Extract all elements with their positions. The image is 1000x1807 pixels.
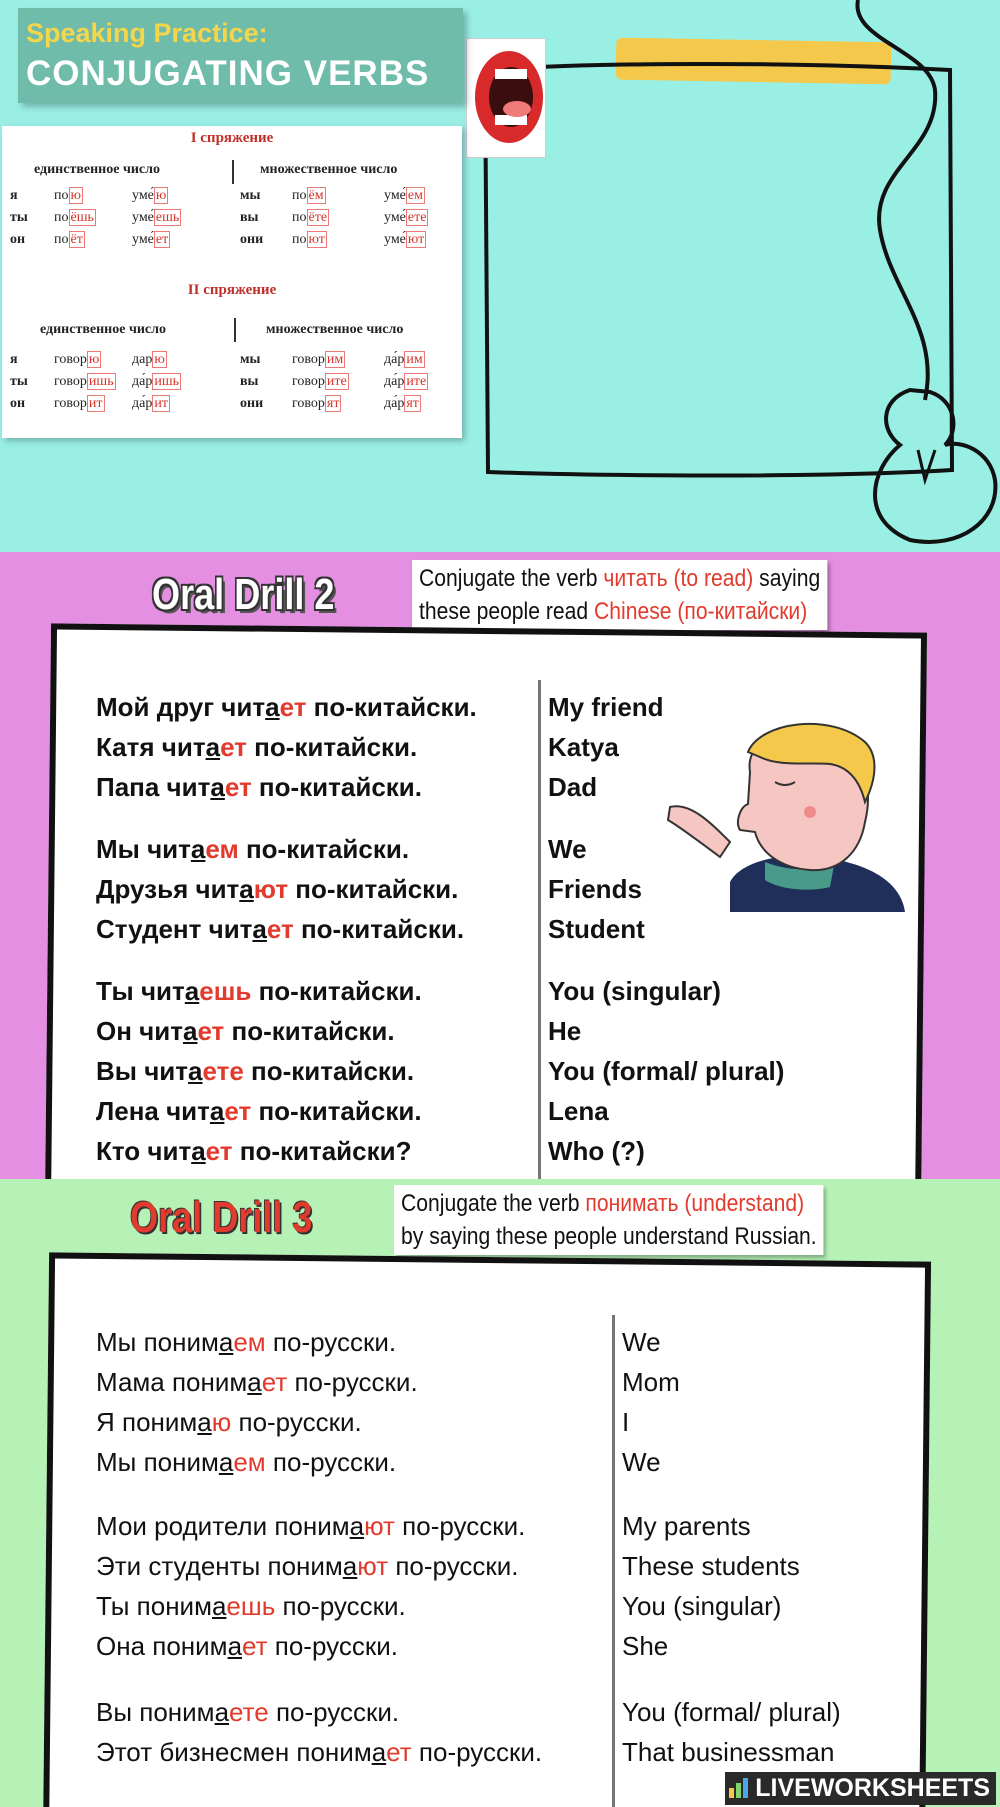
conj-form <box>292 210 329 226</box>
stress-vowel: а <box>191 1136 206 1166</box>
verb-ending: ют <box>364 1511 395 1541</box>
conj-form <box>54 374 116 390</box>
sentence-stem: Она поним <box>96 1631 228 1661</box>
conj-stem: по <box>54 232 69 247</box>
conj-ending: ю <box>154 352 165 367</box>
stress-vowel: а <box>349 1511 365 1541</box>
drill-translation: I <box>622 1407 630 1437</box>
verb-ending: ем <box>205 834 239 864</box>
sentence-rest: по-китайски. <box>224 1016 395 1046</box>
conj-ending: им <box>326 352 344 367</box>
drill-translation: Mom <box>622 1367 680 1397</box>
conj-form <box>132 374 181 390</box>
conj-form <box>384 374 428 390</box>
stress-vowel: а <box>182 1016 198 1046</box>
stress-vowel: а <box>265 692 280 722</box>
conj-stem: по <box>292 188 307 203</box>
verb-ending: ют <box>357 1551 389 1581</box>
sentence-stem: Мои родители поним <box>96 1511 350 1541</box>
stress-vowel: а <box>197 1407 212 1437</box>
conj-ending: ете <box>407 210 427 225</box>
sentence-rest: по-китайски. <box>238 834 410 864</box>
drill-sentence <box>96 772 422 803</box>
conj-ending: ем <box>407 188 423 203</box>
sentence-rest: по-русски. <box>268 1697 400 1727</box>
verb-ending: ет <box>224 772 252 802</box>
conj1-singular-header: единственное число <box>34 162 160 177</box>
conj-pronoun: вы <box>240 210 259 225</box>
conj-stem: говор <box>292 396 325 411</box>
drill2-instr-verb: читать (to read) <box>603 565 754 592</box>
conj-stem: да́р <box>384 396 405 411</box>
verb-ending: ю <box>211 1407 232 1437</box>
drill-translation: You (singular) <box>622 1591 782 1621</box>
lesson-title: CONJUGATING VERBS <box>26 54 430 93</box>
conj-ending: ют <box>308 232 325 247</box>
conj-ending: ют <box>407 232 425 247</box>
sentence-stem: Лена чит <box>96 1096 210 1126</box>
drill2-instr-a: Conjugate the verb <box>419 565 604 592</box>
sentence-stem: Студент чит <box>96 914 253 944</box>
drill-translation: Friends <box>548 874 642 904</box>
verb-ending: ем <box>233 1327 266 1357</box>
sentence-stem: Он чит <box>96 1016 183 1046</box>
verb-ending: ет <box>220 732 247 762</box>
conj-form <box>132 188 168 204</box>
sentence-rest: по-китайски. <box>246 732 418 762</box>
conj-ending: ите <box>406 374 427 389</box>
conj2-singular-header: единственное число <box>40 322 166 337</box>
drill-sentence <box>96 1737 542 1768</box>
conj-form <box>292 232 327 248</box>
sentence-rest: по-китайски. <box>251 1096 422 1126</box>
conj-stem: по <box>292 232 307 247</box>
drill3-instr-c: by saying these people understand Russian. <box>401 1223 817 1250</box>
stress-vowel: а <box>239 874 254 904</box>
drill-sentence <box>96 1407 362 1438</box>
conj-ending: ю <box>88 352 100 367</box>
sentence-stem: Катя чит <box>96 732 206 762</box>
conj-stem: да́р <box>132 374 153 389</box>
verb-ending: ете <box>229 1697 269 1727</box>
conj-ending: ят <box>326 396 340 411</box>
conj-form <box>54 352 101 368</box>
conj-ending: им <box>406 352 423 367</box>
conj-ending: ёшь <box>70 210 94 225</box>
sentence-rest: по-русски. <box>231 1407 362 1437</box>
conj-form <box>384 188 425 204</box>
conj-form <box>132 396 170 412</box>
drill-translation: She <box>622 1631 669 1661</box>
stress-vowel: а <box>205 732 221 762</box>
drill-sentence <box>96 1591 406 1622</box>
sentence-stem: Мы поним <box>96 1327 219 1357</box>
drill-sentence <box>96 976 422 1007</box>
conj-pronoun: я <box>10 352 18 367</box>
stress-vowel: а <box>190 834 206 864</box>
drill-translation: We <box>622 1447 661 1477</box>
conj-stem: по <box>54 188 69 203</box>
conjugation-panel <box>0 0 1000 552</box>
drill3-instr-a: Conjugate the verb <box>401 1190 586 1217</box>
conj-stem: говор <box>54 374 87 389</box>
stress-vowel: а <box>209 1096 225 1126</box>
conj-ending: ет <box>155 232 169 247</box>
conj-form <box>132 352 167 368</box>
conj-form <box>384 232 426 248</box>
sentence-rest: по-русски. <box>267 1631 398 1661</box>
sentence-stem: Этот бизнесмен поним <box>96 1737 372 1767</box>
conj2-divider <box>234 318 236 342</box>
conj-ending: ю <box>70 188 81 203</box>
drill-sentence <box>96 1096 422 1127</box>
conj-stem: по <box>292 210 307 225</box>
conj2-plural-header: множественное число <box>266 322 404 337</box>
drill-sentence <box>96 1056 414 1087</box>
mouth-illustration <box>466 38 546 158</box>
conj1-divider <box>232 160 234 184</box>
liveworksheets-logo-icon <box>729 1778 749 1798</box>
sentence-rest: по-русски. <box>275 1591 406 1621</box>
verb-ending: ют <box>253 874 289 904</box>
conj-form <box>292 396 341 412</box>
conj-stem: уме́ <box>132 188 154 203</box>
conj-form <box>54 232 85 248</box>
drill-translation: Katya <box>548 732 619 762</box>
sentence-rest: по-китайски. <box>251 976 422 1006</box>
sentence-stem: Папа чит <box>96 772 211 802</box>
conj-stem: говор <box>292 352 325 367</box>
verb-ending: ем <box>233 1447 266 1477</box>
drill-translation: My parents <box>622 1511 751 1541</box>
drill-sentence <box>96 732 417 763</box>
verb-ending: ет <box>279 692 307 722</box>
stress-vowel: а <box>188 1056 203 1086</box>
sentence-stem: Мы чит <box>96 834 191 864</box>
conj-ending: ите <box>326 374 347 389</box>
conj-stem: да́р <box>384 352 405 367</box>
conj-form <box>384 352 425 368</box>
verb-ending: ешь <box>226 1591 276 1621</box>
sentence-rest: по-китайски. <box>243 1056 415 1086</box>
conj-stem: уме́ <box>132 210 154 225</box>
drill-translation: You (singular) <box>548 976 721 1006</box>
verb-ending: ешь <box>199 976 252 1006</box>
sentence-stem: Вы поним <box>96 1697 215 1727</box>
sentence-rest: по-русски. <box>265 1447 397 1477</box>
stress-vowel: а <box>218 1327 234 1357</box>
conj-form <box>132 210 181 226</box>
oral-drill-3-panel <box>0 1179 1000 1807</box>
stress-vowel: а <box>371 1737 387 1767</box>
drill-translation: Dad <box>548 772 598 802</box>
drill-sentence <box>96 914 464 945</box>
drill-sentence <box>96 1511 525 1542</box>
conj-ending: ёте <box>308 210 328 225</box>
sentence-stem: Эти студенты поним <box>96 1551 343 1581</box>
stress-vowel: а <box>214 1697 230 1727</box>
conj-pronoun: он <box>10 232 26 247</box>
stress-vowel: а <box>184 976 200 1006</box>
mouth-icon <box>467 39 545 157</box>
conj-pronoun: они <box>240 232 264 247</box>
conj1-heading: I спряжение <box>190 130 274 146</box>
drill-translation: We <box>622 1327 661 1357</box>
drill-translation: My friend <box>548 692 664 722</box>
conj-form <box>384 210 428 226</box>
conj-form <box>54 210 96 226</box>
verb-ending: ете <box>202 1056 244 1086</box>
drill2-column-divider <box>538 680 541 1179</box>
drill-translation: Lena <box>548 1096 609 1126</box>
conj-ending: ишь <box>154 374 180 389</box>
conj-stem: говор <box>54 396 87 411</box>
conj-stem: уме́ <box>132 232 154 247</box>
conj-pronoun: они <box>240 396 264 411</box>
stress-vowel: а <box>210 772 225 802</box>
conj-ending: ит <box>88 396 103 411</box>
sentence-rest: по-китайски. <box>293 914 465 944</box>
conj-form <box>54 188 83 204</box>
conj-form <box>384 396 421 412</box>
drill2-instruction <box>412 560 827 630</box>
drill2-title: Oral Drill 2 <box>152 570 335 619</box>
drill-sentence <box>96 692 477 723</box>
conj-ending: ю <box>155 188 167 203</box>
drill-sentence <box>96 1631 398 1662</box>
drill-sentence <box>96 1327 396 1358</box>
drill-sentence <box>96 1136 412 1167</box>
drill-sentence <box>96 874 458 905</box>
verb-ending: ет <box>242 1631 268 1661</box>
drill-translation: We <box>548 834 587 864</box>
conj-pronoun: ты <box>10 374 28 389</box>
conj-form <box>292 188 326 204</box>
lesson-subtitle: Speaking Practice: <box>26 18 268 48</box>
sentence-stem: Друзья чит <box>96 874 240 904</box>
conj-pronoun: мы <box>240 188 261 203</box>
drill-sentence <box>96 1367 418 1398</box>
stress-vowel: а <box>211 1591 227 1621</box>
conj-stem: дар <box>132 352 153 367</box>
conj-ending: ит <box>154 396 168 411</box>
logo-text: LIVEWORKSHEETS <box>755 1774 990 1802</box>
conj-stem: да́р <box>132 396 153 411</box>
drill2-instr-c: saying <box>753 565 821 592</box>
drill-translation: These students <box>622 1551 800 1581</box>
conj-ending: ишь <box>88 374 114 389</box>
verb-ending: ет <box>197 1016 225 1046</box>
drill-sentence <box>96 834 409 865</box>
conj-stem: уме́ <box>384 232 406 247</box>
drill-translation: You (formal/ plural) <box>548 1056 785 1086</box>
conj-stem: да́р <box>384 374 405 389</box>
conj-pronoun: мы <box>240 352 261 367</box>
verb-ending: ет <box>224 1096 252 1126</box>
conj-stem: говор <box>292 374 325 389</box>
drill-translation: Who (?) <box>548 1136 645 1166</box>
conj-stem: уме́ <box>384 210 406 225</box>
drill2-instr-lang: Chinese (по-китайски) <box>594 598 808 625</box>
sentence-stem: Мама поним <box>96 1367 248 1397</box>
drill-sentence <box>96 1697 399 1728</box>
drill-translation: That businessman <box>622 1737 835 1767</box>
conj-stem: уме́ <box>384 188 406 203</box>
sentence-stem: Кто чит <box>96 1136 192 1166</box>
drill3-title: Oral Drill 3 <box>130 1193 313 1242</box>
lesson-title-box <box>18 8 463 103</box>
drill3-column-divider <box>612 1315 615 1807</box>
stress-vowel: а <box>342 1551 358 1581</box>
sentence-rest: по-китайски. <box>288 874 459 904</box>
sentence-stem: Вы чит <box>96 1056 189 1086</box>
conj-pronoun: я <box>10 188 18 203</box>
sentence-stem: Ты поним <box>96 1591 212 1621</box>
drill-translation: Student <box>548 914 645 944</box>
sentence-rest: по-русски. <box>388 1551 519 1581</box>
conj-stem: говор <box>54 352 87 367</box>
conj-ending: ешь <box>155 210 180 225</box>
sentence-rest: по-китайски? <box>232 1136 412 1166</box>
stress-vowel: а <box>247 1367 262 1397</box>
sentence-rest: по-русски. <box>394 1511 526 1541</box>
conj2-heading: II спряжение <box>187 282 277 298</box>
conj-pronoun: вы <box>240 374 259 389</box>
sentence-rest: по-китайски. <box>306 692 477 722</box>
sentence-stem: Мой друг чит <box>96 692 266 722</box>
stress-vowel: а <box>218 1447 234 1477</box>
sentence-stem: Ты чит <box>96 976 185 1006</box>
drill-sentence <box>96 1016 395 1047</box>
verb-ending: ет <box>386 1737 412 1767</box>
drill3-instruction <box>394 1185 824 1255</box>
stress-vowel: а <box>227 1631 243 1661</box>
sentence-rest: по-русски. <box>287 1367 418 1397</box>
stress-vowel: а <box>252 914 267 944</box>
conj-form <box>54 396 105 412</box>
sentence-rest: по-русски. <box>411 1737 543 1767</box>
conj-ending: ёт <box>70 232 83 247</box>
conj-stem: по <box>54 210 69 225</box>
conj-ending: ят <box>406 396 419 411</box>
conj-pronoun: он <box>10 396 26 411</box>
conj1-plural-header: множественное число <box>260 162 398 177</box>
sentence-rest: по-китайски. <box>251 772 423 802</box>
drill3-instr-verb: понимать (understand) <box>585 1190 805 1217</box>
reading-man-icon <box>660 712 910 912</box>
drill-sentence <box>96 1447 396 1478</box>
conjugation-table <box>2 126 462 438</box>
conj-form <box>292 352 345 368</box>
drill-translation: He <box>548 1016 582 1046</box>
verb-ending: ет <box>266 914 294 944</box>
conj-ending: ём <box>308 188 324 203</box>
sentence-rest: по-русски. <box>265 1327 397 1357</box>
drill-sentence <box>96 1551 519 1582</box>
verb-ending: ет <box>205 1136 233 1166</box>
conj-form <box>132 232 170 248</box>
oral-drill-2-panel <box>0 552 1000 1179</box>
conj-form <box>292 374 349 390</box>
verb-ending: ет <box>261 1367 288 1397</box>
drill-translation: You (formal/ plural) <box>622 1697 841 1727</box>
liveworksheets-logo <box>725 1772 996 1805</box>
drill2-instr-d: these people read <box>419 598 595 625</box>
sentence-stem: Мы поним <box>96 1447 219 1477</box>
conj-pronoun: ты <box>10 210 28 225</box>
sentence-stem: Я поним <box>96 1407 198 1437</box>
